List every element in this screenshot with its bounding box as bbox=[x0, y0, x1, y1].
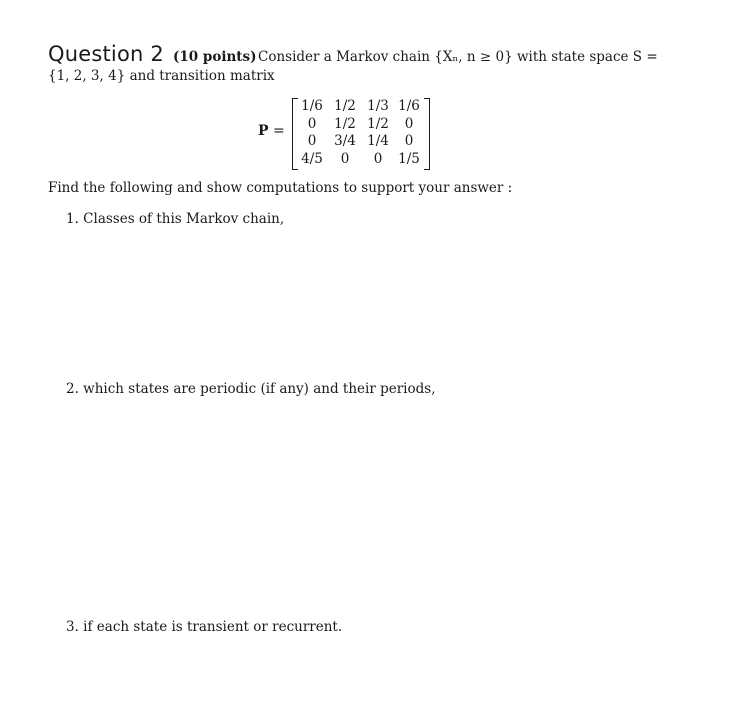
list-item: 1. Classes of this Markov chain, bbox=[66, 211, 285, 227]
question-points: (10 points) bbox=[173, 49, 257, 65]
matrix-label bbox=[258, 123, 285, 139]
matrix-cell: 0 bbox=[404, 133, 414, 149]
matrix-cell: 0 bbox=[373, 150, 383, 167]
matrix-cell: 0 bbox=[404, 115, 414, 132]
question-intro-line1: Consider a Markov chain {Xₙ, n ≥ 0} with state space S = bbox=[258, 49, 658, 65]
matrix-row bbox=[296, 98, 424, 116]
instructions: Find the following and show computations to support your answer : bbox=[48, 180, 513, 196]
matrix-cell: 0 bbox=[307, 115, 317, 132]
matrix-equals: = bbox=[272, 123, 285, 139]
matrix-cell: 0 bbox=[340, 150, 350, 167]
question-intro-line2: {1, 2, 3, 4} and transition matrix bbox=[48, 68, 275, 84]
matrix-row bbox=[296, 133, 424, 151]
matrix-cell: 3/4 bbox=[334, 133, 356, 149]
matrix-cell: 0 bbox=[307, 133, 317, 149]
matrix-right-bracket bbox=[424, 98, 430, 170]
list-item: 3. if each state is transient or recurrent. bbox=[66, 619, 343, 635]
question-title: Question 2 bbox=[48, 42, 164, 66]
matrix-symbol: P bbox=[258, 123, 269, 139]
matrix-cell: 1/2 bbox=[367, 115, 389, 132]
transition-matrix bbox=[296, 98, 424, 168]
list-item: 2. which states are periodic (if any) and their periods, bbox=[66, 381, 436, 397]
matrix-cell: 1/6 bbox=[398, 98, 420, 114]
matrix-cell: 1/5 bbox=[398, 150, 420, 167]
matrix-row bbox=[296, 151, 424, 169]
matrix-cell: 1/3 bbox=[367, 98, 389, 114]
matrix-cell: 1/6 bbox=[301, 98, 323, 114]
matrix-cell: 1/2 bbox=[334, 98, 356, 114]
matrix-cell: 4/5 bbox=[301, 150, 323, 167]
matrix-cell: 1/2 bbox=[334, 115, 356, 132]
matrix-row bbox=[296, 116, 424, 134]
matrix-cell: 1/4 bbox=[367, 133, 389, 149]
